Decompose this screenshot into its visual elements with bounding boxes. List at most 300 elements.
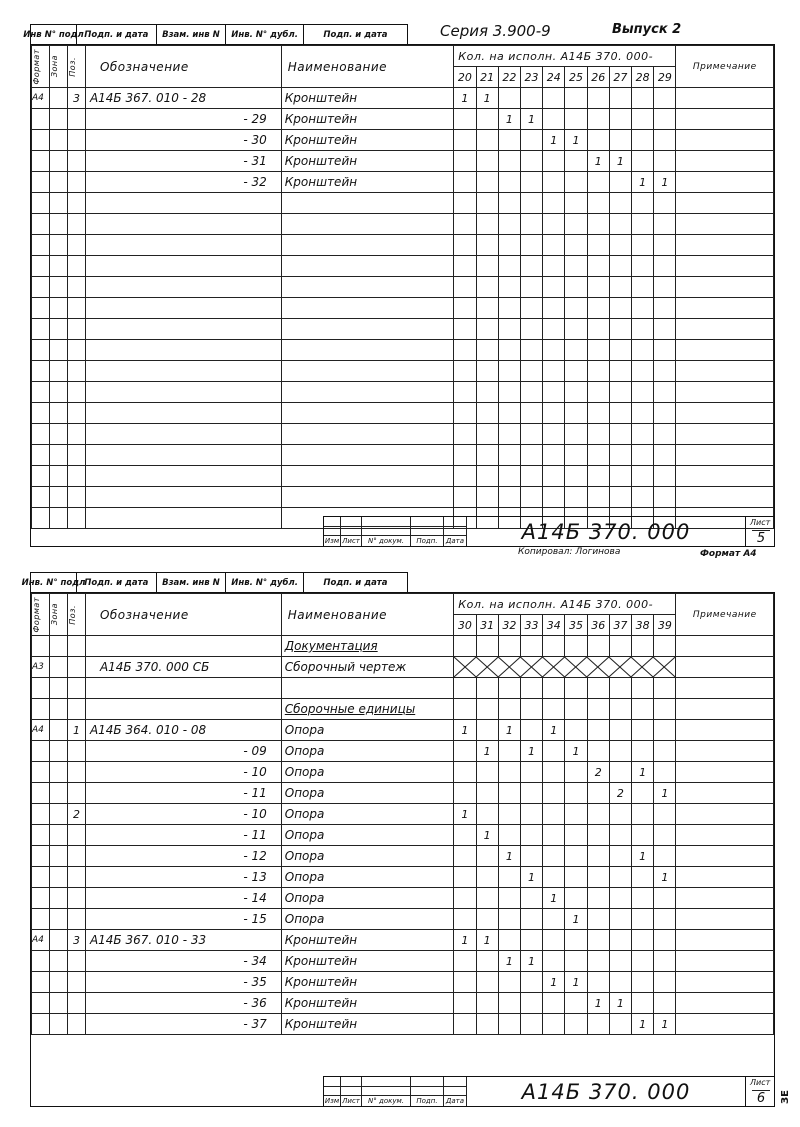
- row-zone: [49, 972, 67, 993]
- row-note: [676, 909, 774, 930]
- row-zone: [49, 888, 67, 909]
- qty-cell: [632, 909, 654, 930]
- qty-col-head: 32: [498, 615, 520, 636]
- empty-cell: [49, 445, 67, 466]
- empty-cell: [565, 214, 587, 235]
- empty-cell: [654, 298, 676, 319]
- qty-cell: [609, 720, 631, 741]
- empty-cell: [454, 487, 476, 508]
- row-position: [67, 762, 85, 783]
- empty-cell: [67, 298, 85, 319]
- row-designation: - 11: [85, 783, 281, 804]
- spec-row: [32, 867, 774, 888]
- qty-cell: [498, 151, 520, 172]
- qty-col-head: 25: [565, 67, 587, 88]
- row-note: [676, 804, 774, 825]
- empty-cell: [632, 298, 654, 319]
- qty-cell: 1: [476, 88, 498, 109]
- empty-cell: [565, 235, 587, 256]
- qty-cell: [632, 930, 654, 951]
- qty-cell: [632, 867, 654, 888]
- empty-cell: [67, 277, 85, 298]
- empty-cell: [476, 319, 498, 340]
- empty-cell: [520, 235, 542, 256]
- row-zone: [49, 909, 67, 930]
- empty-cell: [454, 256, 476, 277]
- qty-cell: [543, 151, 565, 172]
- page2-spec-table: [31, 593, 774, 1035]
- stub-cell: Подп. и дата: [323, 577, 388, 588]
- row-note: [676, 762, 774, 783]
- qty-cell: [632, 151, 654, 172]
- qty-cell: [609, 951, 631, 972]
- empty-cell: [85, 214, 281, 235]
- row-name: Кронштейн: [281, 109, 454, 130]
- empty-cell: [565, 466, 587, 487]
- qty-cell: [520, 88, 542, 109]
- row-format: [32, 109, 50, 130]
- empty-cell: [676, 424, 774, 445]
- empty-cell: [49, 508, 67, 529]
- empty-cell: [281, 445, 454, 466]
- empty-cell: [520, 445, 542, 466]
- empty-cell: [632, 256, 654, 277]
- blank-row: [32, 403, 774, 424]
- col-head-note: Примечание: [676, 594, 774, 636]
- row-format: [32, 172, 50, 193]
- empty-cell: [676, 382, 774, 403]
- qty-cell: 1: [454, 930, 476, 951]
- qty-cell: [498, 1014, 520, 1035]
- empty-cell: [454, 193, 476, 214]
- empty-cell: [498, 340, 520, 361]
- empty-cell: [498, 214, 520, 235]
- empty-cell: [609, 298, 631, 319]
- qty-cell: 1: [632, 172, 654, 193]
- qty-cell: 1: [476, 825, 498, 846]
- empty-cell: [520, 382, 542, 403]
- qty-cell: [520, 130, 542, 151]
- empty-cell: [281, 487, 454, 508]
- row-position: [67, 1014, 85, 1035]
- qty-cell: [632, 88, 654, 109]
- spec-row: [32, 783, 774, 804]
- empty-cell: [632, 445, 654, 466]
- qty-cell: [498, 762, 520, 783]
- spec-row: [32, 1014, 774, 1035]
- empty-cell: [85, 424, 281, 445]
- sheet-number: 6: [752, 1090, 770, 1106]
- spec-row: [32, 909, 774, 930]
- row-name: Опора: [281, 846, 454, 867]
- qty-cell: 1: [587, 151, 609, 172]
- qty-cell: [476, 783, 498, 804]
- row-position: [67, 909, 85, 930]
- tb-label: N° докум.: [368, 537, 404, 545]
- empty-cell: [543, 319, 565, 340]
- row-zone: [49, 172, 67, 193]
- empty-cell: [85, 340, 281, 361]
- qty-cell: [609, 825, 631, 846]
- stub-cell: Подп. и дата: [77, 573, 157, 592]
- qty-cell: [587, 867, 609, 888]
- empty-cell: [676, 445, 774, 466]
- qty-cell: [587, 88, 609, 109]
- row-format: [32, 1014, 50, 1035]
- row-position: 1: [67, 720, 85, 741]
- qty-cell: [520, 172, 542, 193]
- crossed-out-cells: [454, 657, 676, 678]
- empty-cell: [543, 403, 565, 424]
- empty-cell: [587, 319, 609, 340]
- row-note: [676, 825, 774, 846]
- row-format: [32, 993, 50, 1014]
- empty-cell: [67, 445, 85, 466]
- row-zone: [49, 109, 67, 130]
- empty-cell: [476, 193, 498, 214]
- stub-cell: Инв. N° дубл.: [226, 573, 304, 592]
- empty-cell: [85, 298, 281, 319]
- qty-cell: [498, 888, 520, 909]
- qty-cell: [476, 867, 498, 888]
- empty-cell: [609, 319, 631, 340]
- blank-row: [32, 361, 774, 382]
- qty-cell: [609, 88, 631, 109]
- stub-cell: Инв. N° подл: [31, 573, 77, 592]
- row-format: [32, 804, 50, 825]
- sheet-box: [746, 516, 774, 546]
- qty-cell: [543, 951, 565, 972]
- qty-col-head: 37: [609, 615, 631, 636]
- row-designation: А14Б 370. 000 СБ: [85, 657, 281, 678]
- empty-cell: [476, 277, 498, 298]
- empty-cell: [609, 382, 631, 403]
- qty-cell: 1: [609, 993, 631, 1014]
- blank-row: [32, 193, 774, 214]
- empty-cell: [476, 340, 498, 361]
- qty-cell: [498, 130, 520, 151]
- qty-col-head: 30: [454, 615, 476, 636]
- empty-cell: [520, 193, 542, 214]
- row-name: Кронштейн: [281, 951, 454, 972]
- empty-cell: [281, 193, 454, 214]
- blank-row: [32, 298, 774, 319]
- empty-cell: [565, 340, 587, 361]
- empty-cell: [654, 193, 676, 214]
- row-zone: [49, 130, 67, 151]
- qty-cell: [565, 762, 587, 783]
- stub-cell: Инв. N° дубл.: [226, 25, 304, 44]
- empty-cell: [498, 235, 520, 256]
- qty-cell: [609, 846, 631, 867]
- row-position: [67, 130, 85, 151]
- qty-col-head: 22: [498, 67, 520, 88]
- qty-cell: [498, 783, 520, 804]
- blank-row: [32, 487, 774, 508]
- row-zone: [49, 151, 67, 172]
- empty-cell: [520, 340, 542, 361]
- empty-cell: [454, 382, 476, 403]
- qty-cell: 1: [454, 88, 476, 109]
- empty-cell: [543, 382, 565, 403]
- qty-cell: [476, 762, 498, 783]
- col-head-format: Формат: [32, 596, 41, 633]
- empty-cell: [543, 256, 565, 277]
- page1-sheet: [30, 44, 775, 547]
- empty-cell: [609, 466, 631, 487]
- empty-cell: [281, 214, 454, 235]
- qty-cell: [632, 993, 654, 1014]
- empty-cell: [49, 277, 67, 298]
- empty-cell: [632, 424, 654, 445]
- empty-cell: [654, 256, 676, 277]
- qty-col-head: 27: [609, 67, 631, 88]
- empty-cell: [587, 466, 609, 487]
- row-note: [676, 741, 774, 762]
- qty-cell: [454, 846, 476, 867]
- empty-cell: [281, 424, 454, 445]
- empty-cell: [85, 466, 281, 487]
- empty-cell: [565, 319, 587, 340]
- qty-cell: [565, 825, 587, 846]
- qty-cell: [632, 951, 654, 972]
- empty-cell: [632, 193, 654, 214]
- qty-cell: [498, 741, 520, 762]
- blank-row: [32, 424, 774, 445]
- row-format: [32, 888, 50, 909]
- row-designation: - 15: [85, 909, 281, 930]
- qty-cell: 1: [654, 867, 676, 888]
- qty-cell: [654, 88, 676, 109]
- row-position: [67, 783, 85, 804]
- qty-cell: [632, 109, 654, 130]
- qty-cell: [498, 867, 520, 888]
- qty-col-head: 39: [654, 615, 676, 636]
- blank-row: [32, 340, 774, 361]
- empty-cell: [632, 235, 654, 256]
- row-note: [676, 951, 774, 972]
- blank-row: [32, 214, 774, 235]
- row-note: [676, 846, 774, 867]
- qty-cell: [565, 867, 587, 888]
- sheet-number: 5: [752, 530, 770, 546]
- qty-cell: [498, 972, 520, 993]
- qty-cell: 2: [587, 762, 609, 783]
- row-zone: [49, 951, 67, 972]
- row-name: Опора: [281, 804, 454, 825]
- row-designation: - 31: [85, 151, 281, 172]
- empty-cell: [498, 319, 520, 340]
- qty-col-head: 21: [476, 67, 498, 88]
- qty-cell: [609, 867, 631, 888]
- row-format: [32, 867, 50, 888]
- row-designation: - 32: [85, 172, 281, 193]
- row-position: [67, 972, 85, 993]
- qty-cell: [609, 888, 631, 909]
- row-position: [67, 993, 85, 1014]
- qty-cell: [476, 909, 498, 930]
- sheet-label: Лист: [750, 518, 771, 527]
- qty-cell: [587, 130, 609, 151]
- qty-cell: [454, 741, 476, 762]
- qty-cell: 1: [587, 993, 609, 1014]
- stub-cell: Инв N° подл: [31, 25, 77, 44]
- empty-cell: [676, 466, 774, 487]
- qty-cell: [520, 720, 542, 741]
- blank-row: [32, 382, 774, 403]
- qty-cell: 1: [498, 720, 520, 741]
- row-format: [32, 846, 50, 867]
- empty-cell: [587, 256, 609, 277]
- empty-cell: [565, 445, 587, 466]
- qty-cell: [454, 130, 476, 151]
- qty-cell: [587, 846, 609, 867]
- row-format: [32, 762, 50, 783]
- blank-row: [32, 256, 774, 277]
- page1-archive-stub: [23, 24, 408, 44]
- qty-cell: [565, 888, 587, 909]
- col-head-designation: Обозначение: [85, 594, 281, 636]
- qty-cell: 1: [543, 888, 565, 909]
- tb-label: N° докум.: [368, 1097, 404, 1105]
- qty-cell: [498, 804, 520, 825]
- empty-cell: [454, 340, 476, 361]
- row-name: Кронштейн: [281, 151, 454, 172]
- qty-col-head: 29: [654, 67, 676, 88]
- empty-cell: [476, 487, 498, 508]
- row-position: [67, 109, 85, 130]
- empty-cell: [520, 214, 542, 235]
- empty-cell: [520, 424, 542, 445]
- qty-cell: [609, 930, 631, 951]
- empty-cell: [676, 256, 774, 277]
- qty-cell: [543, 172, 565, 193]
- col-head-qty: Кол. на исполн. А14Б 370. 000-: [454, 46, 676, 67]
- qty-cell: [632, 825, 654, 846]
- qty-cell: 1: [543, 972, 565, 993]
- qty-cell: 1: [498, 846, 520, 867]
- row-designation: - 11: [85, 825, 281, 846]
- row-position: 3: [67, 930, 85, 951]
- qty-cell: 1: [654, 172, 676, 193]
- row-designation: - 14: [85, 888, 281, 909]
- qty-cell: [454, 783, 476, 804]
- empty-cell: [498, 466, 520, 487]
- qty-cell: [543, 846, 565, 867]
- qty-cell: [654, 825, 676, 846]
- empty-cell: [587, 361, 609, 382]
- spec-row: [32, 109, 774, 130]
- col-head-pos: Поз.: [67, 56, 77, 77]
- spec-row: [32, 172, 774, 193]
- empty-cell: [32, 193, 50, 214]
- empty-cell: [454, 319, 476, 340]
- qty-cell: 1: [543, 720, 565, 741]
- row-name: Кронштейн: [281, 930, 454, 951]
- empty-cell: [587, 298, 609, 319]
- qty-cell: [454, 825, 476, 846]
- blank-row: [32, 445, 774, 466]
- row-designation: - 10: [85, 762, 281, 783]
- row-name: Опора: [281, 909, 454, 930]
- empty-cell: [520, 277, 542, 298]
- row-name: Кронштейн: [281, 972, 454, 993]
- row-format: [32, 972, 50, 993]
- row-name: Опора: [281, 783, 454, 804]
- empty-cell: [32, 298, 50, 319]
- empty-cell: [632, 466, 654, 487]
- empty-cell: [67, 193, 85, 214]
- qty-cell: [520, 930, 542, 951]
- qty-cell: [476, 951, 498, 972]
- empty-cell: [543, 340, 565, 361]
- empty-cell: [565, 361, 587, 382]
- qty-cell: [543, 804, 565, 825]
- qty-cell: [632, 741, 654, 762]
- qty-cell: [543, 825, 565, 846]
- qty-cell: [543, 109, 565, 130]
- empty-cell: [498, 382, 520, 403]
- qty-cell: [565, 993, 587, 1014]
- empty-cell: [49, 193, 67, 214]
- empty-cell: [520, 361, 542, 382]
- qty-cell: [565, 951, 587, 972]
- qty-cell: [520, 888, 542, 909]
- row-zone: [49, 720, 67, 741]
- qty-cell: 1: [476, 741, 498, 762]
- empty-cell: [476, 298, 498, 319]
- qty-cell: [520, 1014, 542, 1035]
- empty-cell: [32, 319, 50, 340]
- tb-label: Изм: [324, 537, 340, 545]
- qty-cell: [632, 130, 654, 151]
- qty-cell: 1: [520, 109, 542, 130]
- empty-cell: [281, 403, 454, 424]
- empty-cell: [498, 256, 520, 277]
- row-note: [676, 88, 774, 109]
- qty-col-head: 26: [587, 67, 609, 88]
- empty-cell: [565, 298, 587, 319]
- spec-row: [32, 741, 774, 762]
- row-note: [676, 720, 774, 741]
- empty-cell: [609, 277, 631, 298]
- qty-cell: [654, 993, 676, 1014]
- qty-cell: [565, 846, 587, 867]
- row-format: А4: [32, 720, 50, 741]
- qty-cell: [654, 109, 676, 130]
- empty-cell: [565, 193, 587, 214]
- empty-cell: [476, 235, 498, 256]
- empty-cell: [654, 466, 676, 487]
- empty-cell: [676, 319, 774, 340]
- qty-cell: [498, 993, 520, 1014]
- sheet-box: [746, 1076, 774, 1106]
- qty-cell: [654, 909, 676, 930]
- empty-cell: [543, 445, 565, 466]
- col-head-qty: Кол. на исполн. А14Б 370. 000-: [454, 594, 676, 615]
- qty-cell: [587, 909, 609, 930]
- qty-cell: [520, 993, 542, 1014]
- qty-cell: [587, 1014, 609, 1035]
- qty-cell: [587, 930, 609, 951]
- spec-row: [32, 720, 774, 741]
- col-head-pos: Поз.: [67, 604, 77, 625]
- row-note: [676, 867, 774, 888]
- empty-cell: [85, 277, 281, 298]
- qty-col-head: 20: [454, 67, 476, 88]
- empty-cell: [609, 193, 631, 214]
- row-note: [676, 172, 774, 193]
